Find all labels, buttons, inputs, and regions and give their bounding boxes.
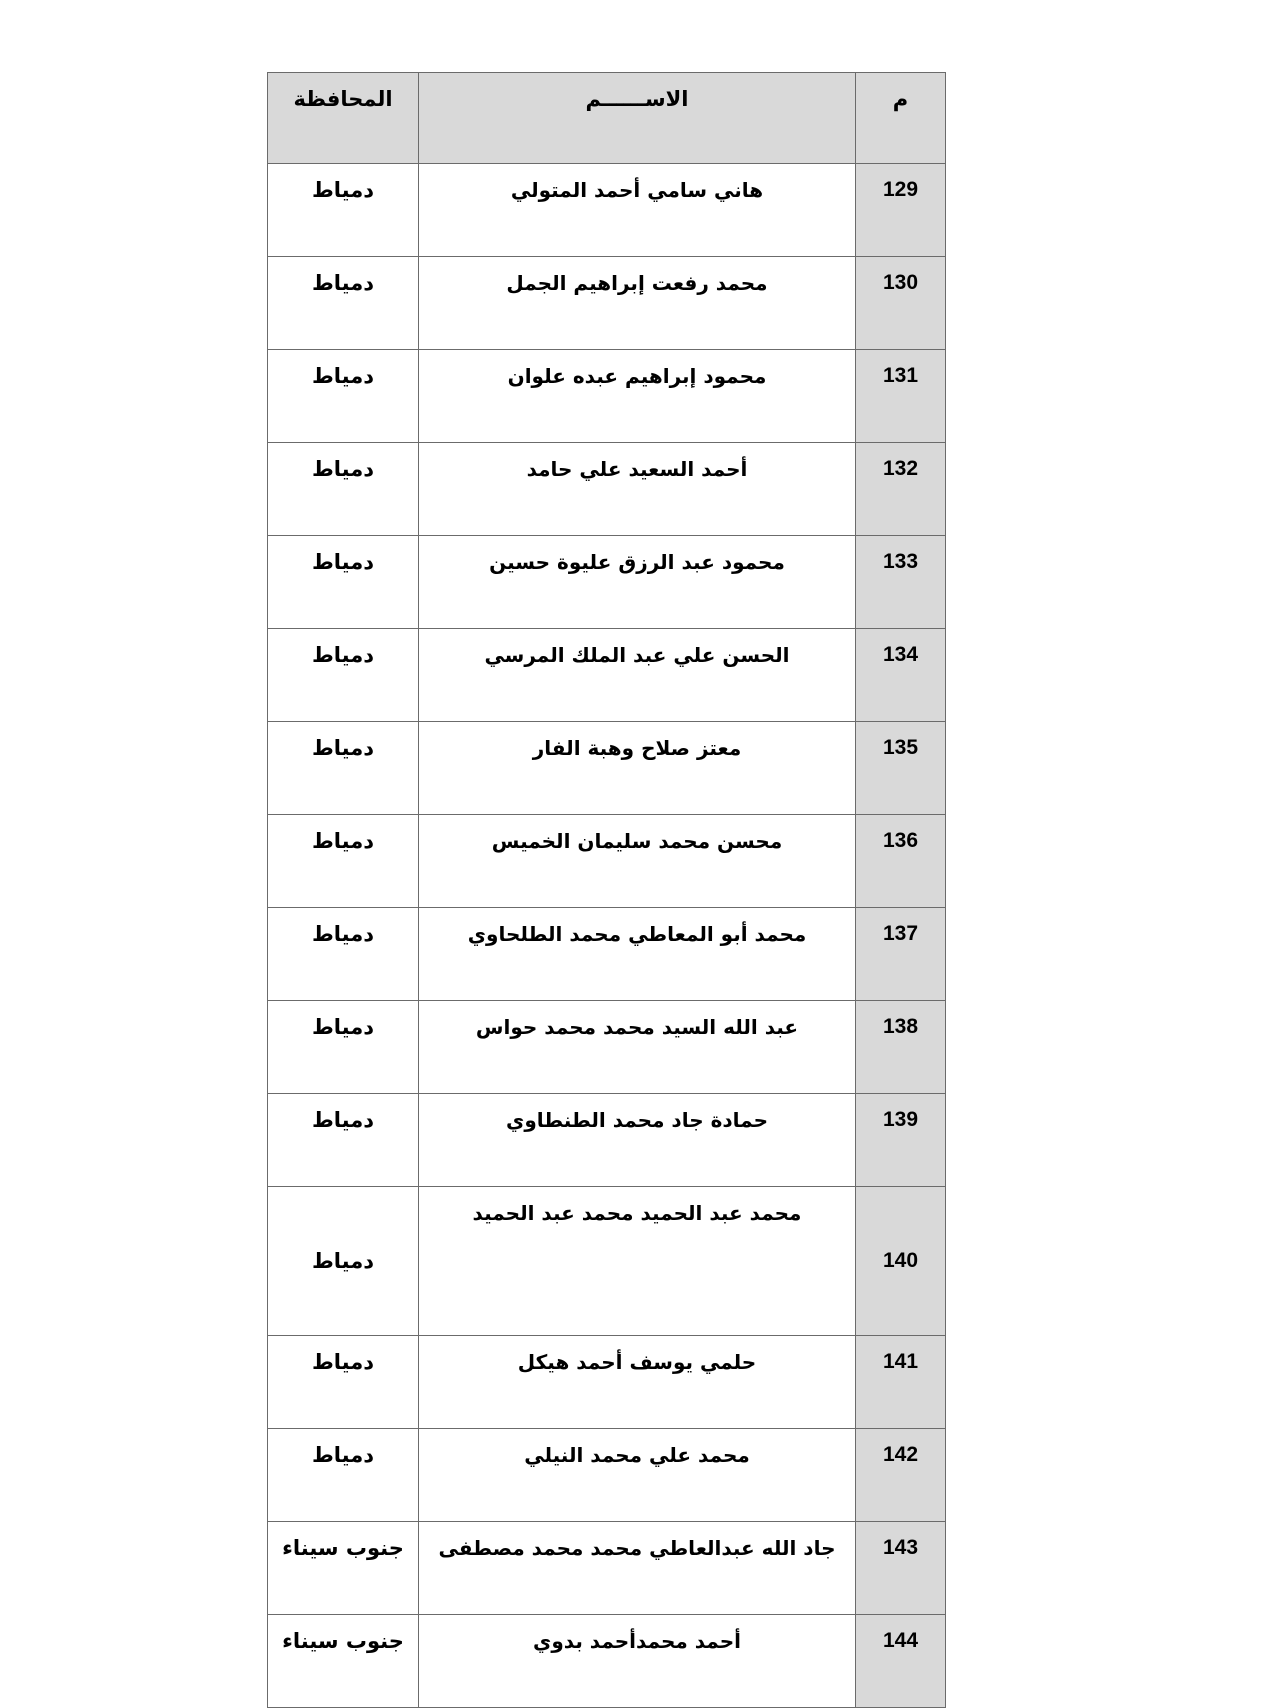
table-row bbox=[268, 164, 946, 257]
cell-number: 137 bbox=[856, 908, 946, 1001]
cell-governorate: دمياط bbox=[268, 629, 419, 722]
cell-name: الحسن علي عبد الملك المرسي bbox=[419, 629, 856, 722]
cell-governorate: دمياط bbox=[268, 1001, 419, 1094]
cell-governorate: دمياط bbox=[268, 815, 419, 908]
cell-number: 134 bbox=[856, 629, 946, 722]
cell-name: محمود إبراهيم عبده علوان bbox=[419, 350, 856, 443]
cell-number: 133 bbox=[856, 536, 946, 629]
header-governorate: المحافظة bbox=[268, 73, 419, 164]
cell-number: 131 bbox=[856, 350, 946, 443]
cell-governorate: دمياط bbox=[268, 1336, 419, 1429]
names-table bbox=[267, 72, 946, 1708]
table-row bbox=[268, 815, 946, 908]
table-row bbox=[268, 1615, 946, 1708]
cell-number: 144 bbox=[856, 1615, 946, 1708]
cell-number: 141 bbox=[856, 1336, 946, 1429]
cell-number: 138 bbox=[856, 1001, 946, 1094]
cell-name: جاد الله عبدالعاطي محمد محمد مصطفى bbox=[419, 1522, 856, 1615]
cell-name: حمادة جاد محمد الطنطاوي bbox=[419, 1094, 856, 1187]
cell-governorate: دمياط bbox=[268, 257, 419, 350]
cell-governorate: دمياط bbox=[268, 536, 419, 629]
cell-name: عبد الله السيد محمد محمد حواس bbox=[419, 1001, 856, 1094]
cell-number: 132 bbox=[856, 443, 946, 536]
cell-name: محمد عبد الحميد محمد عبد الحميد bbox=[419, 1187, 856, 1336]
cell-name: محمد رفعت إبراهيم الجمل bbox=[419, 257, 856, 350]
cell-name: محسن محمد سليمان الخميس bbox=[419, 815, 856, 908]
cell-governorate: دمياط bbox=[268, 1187, 419, 1336]
cell-name: محمود عبد الرزق عليوة حسين bbox=[419, 536, 856, 629]
cell-number: 129 bbox=[856, 164, 946, 257]
table-row bbox=[268, 257, 946, 350]
cell-governorate: دمياط bbox=[268, 164, 419, 257]
cell-governorate: دمياط bbox=[268, 908, 419, 1001]
cell-name: أحمد محمدأحمد بدوي bbox=[419, 1615, 856, 1708]
table-row bbox=[268, 350, 946, 443]
cell-governorate: جنوب سيناء bbox=[268, 1522, 419, 1615]
cell-name: محمد علي محمد النيلي bbox=[419, 1429, 856, 1522]
cell-governorate: دمياط bbox=[268, 1429, 419, 1522]
cell-governorate: دمياط bbox=[268, 722, 419, 815]
table-row bbox=[268, 1001, 946, 1094]
table-row bbox=[268, 443, 946, 536]
table-row bbox=[268, 629, 946, 722]
cell-number: 140 bbox=[856, 1187, 946, 1336]
cell-number: 130 bbox=[856, 257, 946, 350]
cell-name: أحمد السعيد علي حامد bbox=[419, 443, 856, 536]
table-row bbox=[268, 536, 946, 629]
cell-number: 135 bbox=[856, 722, 946, 815]
table-row bbox=[268, 722, 946, 815]
table-row bbox=[268, 1094, 946, 1187]
cell-number: 143 bbox=[856, 1522, 946, 1615]
table-header-row bbox=[268, 73, 946, 164]
table-row bbox=[268, 1187, 946, 1336]
cell-name: معتز صلاح وهبة الفار bbox=[419, 722, 856, 815]
table-row bbox=[268, 1522, 946, 1615]
cell-number: 142 bbox=[856, 1429, 946, 1522]
cell-name: هاني سامي أحمد المتولي bbox=[419, 164, 856, 257]
cell-governorate: دمياط bbox=[268, 443, 419, 536]
cell-name: محمد أبو المعاطي محمد الطلحاوي bbox=[419, 908, 856, 1001]
cell-number: 139 bbox=[856, 1094, 946, 1187]
cell-number: 136 bbox=[856, 815, 946, 908]
table-row bbox=[268, 908, 946, 1001]
cell-governorate: جنوب سيناء bbox=[268, 1615, 419, 1708]
header-number: م bbox=[856, 73, 946, 164]
cell-governorate: دمياط bbox=[268, 350, 419, 443]
header-name: الاســــــم bbox=[419, 73, 856, 164]
table-row bbox=[268, 1336, 946, 1429]
cell-governorate: دمياط bbox=[268, 1094, 419, 1187]
table-row bbox=[268, 1429, 946, 1522]
cell-name: حلمي يوسف أحمد هيكل bbox=[419, 1336, 856, 1429]
